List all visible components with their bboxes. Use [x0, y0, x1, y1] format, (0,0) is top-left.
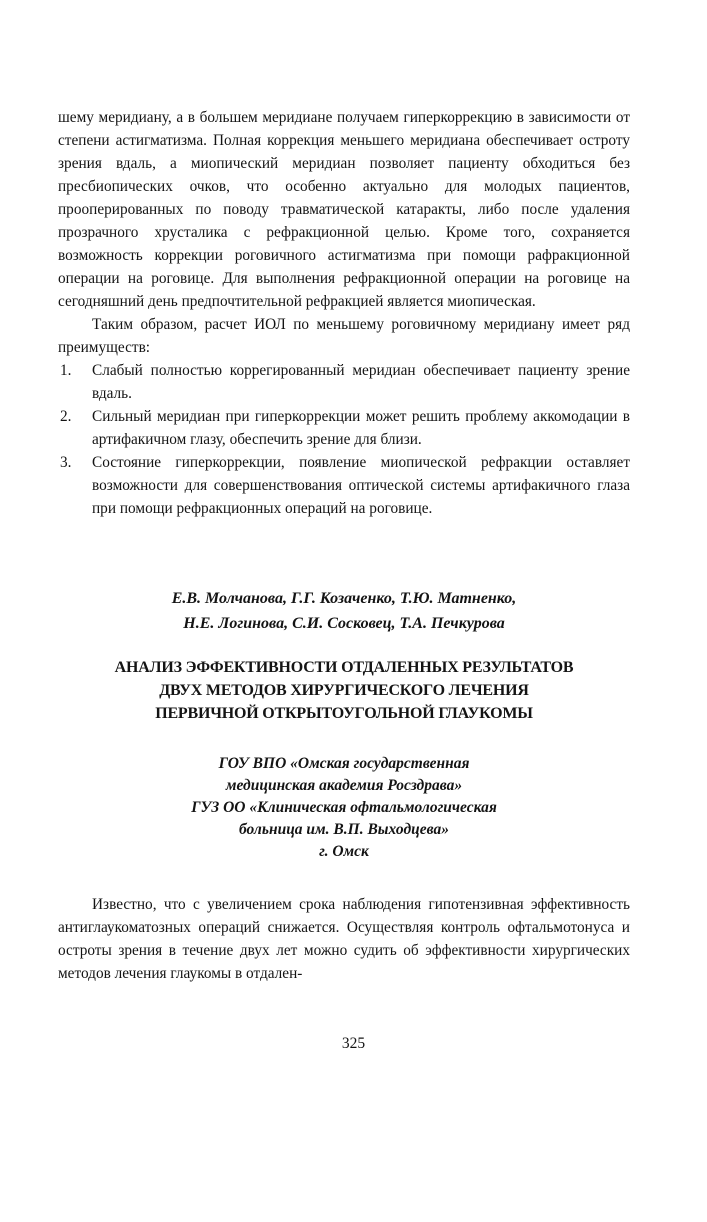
advantages-list: [58, 359, 630, 520]
list-item-number: 1.: [60, 362, 72, 379]
title-line: ПЕРВИЧНОЙ ОТКРЫТОУГОЛЬНОЙ ГЛАУКОМЫ: [155, 705, 533, 722]
intro-paragraph: Известно, что с увеличением срока наблюдения гипотензивная эффективность антиглаукоматозных операций снижается. Осуществляя контроль офтальмотонуса и остроты зрения в течение двух лет можно судить об эффективности хирургических методов лечения глаукомы в отдален-: [58, 896, 630, 982]
text-column: [58, 106, 630, 985]
title-line: ДВУХ МЕТОДОВ ХИРУРГИЧЕСКОГО ЛЕЧЕНИЯ: [159, 682, 529, 699]
affiliation-line: ГУЗ ОО «Клиническая офтальмологическая: [191, 799, 497, 816]
authors-line: Н.Е. Логинова, С.И. Сосковец, Т.А. Печкурова: [183, 615, 505, 632]
list-item: [58, 451, 630, 520]
affiliation-block: [58, 753, 630, 863]
list-item: [58, 405, 630, 451]
list-item-text: Сильный меридиан при гиперкоррекции может решить проблему аккомодации в артифакичном глазу, обеспечить зрение для близи.: [92, 408, 630, 448]
advantages-intro-paragraph: Таким образом, расчет ИОЛ по меньшему роговичному меридиану имеет ряд преимуществ:: [58, 316, 630, 356]
page-number: 325: [341, 1035, 366, 1052]
list-item-text: Слабый полностью коррегированный меридиан обеспечивает пациенту зрение вдаль.: [92, 362, 630, 402]
list-item-number: 2.: [60, 408, 72, 425]
affiliation-line: ГОУ ВПО «Омская государственная: [218, 755, 470, 772]
list-item-number: 3.: [60, 454, 72, 471]
authors-block: [58, 586, 630, 636]
article-title: [58, 656, 630, 725]
affiliation-line: г. Омск: [319, 843, 369, 860]
title-line: АНАЛИЗ ЭФФЕКТИВНОСТИ ОТДАЛЕННЫХ РЕЗУЛЬТАТОВ: [114, 659, 574, 676]
affiliation-line: медицинская академия Росздрава»: [225, 777, 463, 794]
list-item: [58, 359, 630, 405]
affiliation-line: больница им. В.П. Выходцева»: [239, 821, 449, 838]
continuation-paragraph: шему меридиану, а в большем меридиане получаем гиперкоррекцию в зависимости от степени астигматизма. Полная коррекция меньшего меридиана обеспечивает остроту зрения вдаль, а миопический меридиан позволяет пациенту обходиться без пресбиопических очков, что особенно актуально для молодых пациентов, прооперированных по поводу травматической катаракты, либо после удаления прозрачного хрусталика с рефракционной целью. Кроме того, сохраняется возможность коррекции роговичного астигматизма при помощи рафракционной операции на роговице. Для выполнения рефракционной операции на роговице на сегодняшний день предпочтительной рефракцией является миопическая.: [58, 109, 630, 310]
list-item-text: Состояние гиперкоррекции, появление миопической рефракции оставляет возможности для совершенствования оптической системы артифакичного глаза при помощи рефракционных операций на роговице.: [92, 454, 630, 517]
authors-line: Е.В. Молчанова, Г.Г. Козаченко, Т.Ю. Матненко,: [171, 590, 517, 607]
